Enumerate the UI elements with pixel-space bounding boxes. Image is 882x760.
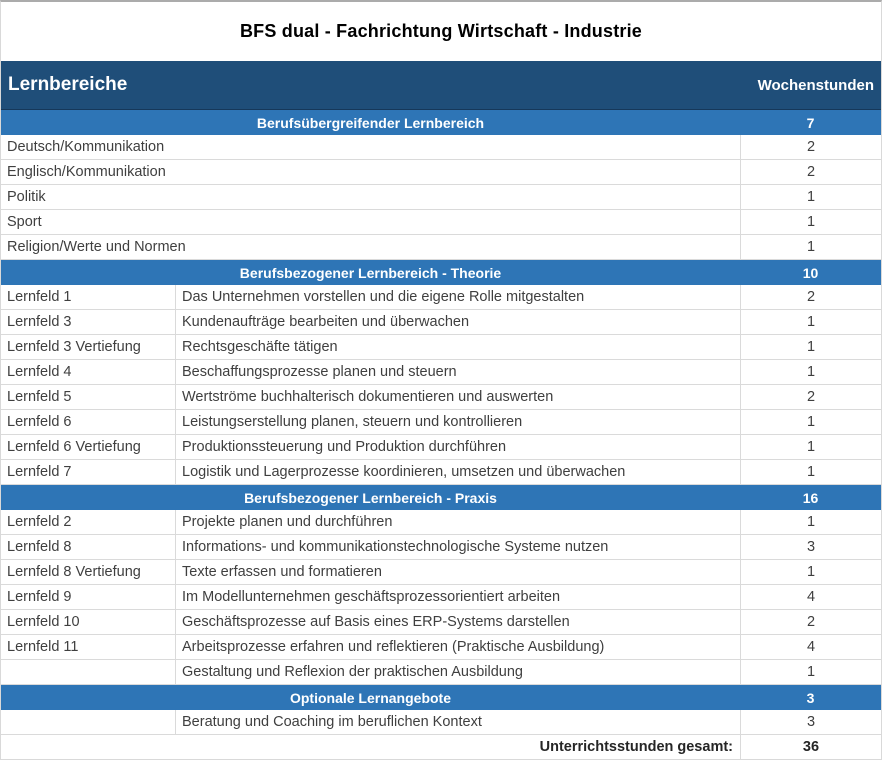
subject-cell: Logistik und Lagerprozesse koordinieren, umsetzen und überwachen bbox=[182, 464, 626, 480]
hours-cell: 1 bbox=[740, 660, 881, 684]
section-band-berufsuebergreifend bbox=[1, 110, 881, 135]
section-band-theorie bbox=[1, 260, 881, 285]
hours-cell: 1 bbox=[740, 510, 881, 534]
table-row bbox=[1, 360, 881, 385]
table-row bbox=[1, 560, 881, 585]
subject-cell: Rechtsgeschäfte tätigen bbox=[182, 339, 338, 355]
lernfeld-cell: Lernfeld 7 bbox=[1, 460, 176, 484]
subject-cell: Englisch/Kommunikation bbox=[7, 164, 166, 180]
table-row bbox=[1, 410, 881, 435]
subject-cell: Arbeitsprozesse erfahren und reflektieren (Praktische Ausbildung) bbox=[182, 639, 605, 655]
hours-cell: 1 bbox=[740, 235, 881, 259]
table-row bbox=[1, 610, 881, 635]
section-title: Berufsbezogener Lernbereich - Praxis bbox=[244, 489, 497, 506]
subject-cell: Politik bbox=[7, 189, 46, 205]
hours-cell: 1 bbox=[740, 185, 881, 209]
subject-cell: Projekte planen und durchführen bbox=[182, 514, 393, 530]
lernfeld-cell: Lernfeld 5 bbox=[1, 385, 176, 409]
lernfeld-cell: Lernfeld 9 bbox=[1, 585, 176, 609]
lernfeld-cell bbox=[1, 710, 176, 734]
table-header bbox=[1, 61, 881, 110]
hours-cell: 1 bbox=[740, 335, 881, 359]
subject-cell: Religion/Werte und Normen bbox=[7, 239, 186, 255]
hours-cell: 2 bbox=[740, 610, 881, 634]
column-header-lernbereiche: Lernbereiche bbox=[8, 74, 128, 95]
table-row bbox=[1, 135, 881, 160]
lernfeld-cell: Lernfeld 4 bbox=[1, 360, 176, 384]
hours-cell: 4 bbox=[740, 585, 881, 609]
subject-cell: Informations- und kommunikationstechnologische Systeme nutzen bbox=[182, 539, 609, 555]
table-row bbox=[1, 660, 881, 685]
table-row bbox=[1, 185, 881, 210]
section-hours: 16 bbox=[802, 489, 819, 506]
subject-cell: Im Modellunternehmen geschäftsprozessorientiert arbeiten bbox=[182, 589, 561, 605]
subject-cell: Beratung und Coaching im beruflichen Kontext bbox=[182, 714, 482, 730]
hours-cell: 2 bbox=[740, 135, 881, 159]
lernfeld-cell: Lernfeld 3 Vertiefung bbox=[1, 335, 176, 359]
lernfeld-cell: Lernfeld 8 bbox=[1, 535, 176, 559]
lernfeld-cell: Lernfeld 6 Vertiefung bbox=[1, 435, 176, 459]
hours-cell: 2 bbox=[740, 385, 881, 409]
hours-cell: 4 bbox=[740, 635, 881, 659]
table-row bbox=[1, 210, 881, 235]
section-hours: 7 bbox=[806, 114, 815, 131]
lernfeld-cell: Lernfeld 3 bbox=[1, 310, 176, 334]
table-row bbox=[1, 235, 881, 260]
table-row bbox=[1, 510, 881, 535]
column-header-wochenstunden: Wochenstunden bbox=[757, 76, 874, 94]
total-label: Unterrichtsstunden gesamt: bbox=[539, 739, 733, 755]
lernfeld-cell: Lernfeld 1 bbox=[1, 285, 176, 309]
subject-cell: Geschäftsprozesse auf Basis eines ERP-Systems darstellen bbox=[182, 614, 570, 630]
subject-cell: Wertströme buchhalterisch dokumentieren und auswerten bbox=[182, 389, 554, 405]
hours-cell: 1 bbox=[740, 460, 881, 484]
section-title: Optionale Lernangebote bbox=[289, 689, 451, 706]
section-title: Berufsübergreifender Lernbereich bbox=[256, 114, 485, 131]
section-band-praxis bbox=[1, 485, 881, 510]
subject-cell: Leistungserstellung planen, steuern und kontrollieren bbox=[182, 414, 523, 430]
hours-cell: 1 bbox=[740, 410, 881, 434]
subject-cell: Das Unternehmen vorstellen und die eigene Rolle mitgestalten bbox=[182, 289, 585, 305]
subject-cell: Deutsch/Kommunikation bbox=[7, 139, 165, 155]
hours-cell: 1 bbox=[740, 360, 881, 384]
table-row bbox=[1, 435, 881, 460]
table-row bbox=[1, 635, 881, 660]
table-row bbox=[1, 385, 881, 410]
hours-cell: 3 bbox=[740, 535, 881, 559]
hours-cell: 2 bbox=[740, 160, 881, 184]
total-row bbox=[1, 735, 881, 760]
subject-cell: Produktionssteuerung und Produktion durchführen bbox=[182, 439, 507, 455]
section-hours: 10 bbox=[802, 264, 819, 281]
lernfeld-cell: Lernfeld 11 bbox=[1, 635, 176, 659]
lernfeld-cell: Lernfeld 8 Vertiefung bbox=[1, 560, 176, 584]
page-title: BFS dual - Fachrichtung Wirtschaft - Industrie bbox=[239, 21, 643, 41]
section-title: Berufsbezogener Lernbereich - Theorie bbox=[239, 264, 502, 281]
lernfeld-cell: Lernfeld 2 bbox=[1, 510, 176, 534]
table-row bbox=[1, 285, 881, 310]
table-row bbox=[1, 310, 881, 335]
hours-cell: 2 bbox=[740, 285, 881, 309]
section-band-optional bbox=[1, 685, 881, 710]
subject-cell: Texte erfassen und formatieren bbox=[182, 564, 382, 580]
lernfeld-cell bbox=[1, 660, 176, 684]
hours-cell: 1 bbox=[740, 310, 881, 334]
subject-cell: Beschaffungsprozesse planen und steuern bbox=[182, 364, 457, 380]
subject-cell: Sport bbox=[7, 214, 42, 230]
hours-cell: 1 bbox=[740, 435, 881, 459]
lernfeld-cell: Lernfeld 6 bbox=[1, 410, 176, 434]
table-row bbox=[1, 335, 881, 360]
hours-cell: 1 bbox=[740, 560, 881, 584]
hours-cell: 1 bbox=[740, 210, 881, 234]
section-hours: 3 bbox=[806, 689, 815, 706]
table-row bbox=[1, 460, 881, 485]
table-row bbox=[1, 535, 881, 560]
table-row bbox=[1, 710, 881, 735]
total-hours: 36 bbox=[740, 735, 881, 759]
lernfeld-cell: Lernfeld 10 bbox=[1, 610, 176, 634]
table-row bbox=[1, 160, 881, 185]
subject-cell: Kundenaufträge bearbeiten und überwachen bbox=[182, 314, 470, 330]
table-row bbox=[1, 585, 881, 610]
subject-cell: Gestaltung und Reflexion der praktischen Ausbildung bbox=[182, 664, 523, 680]
hours-cell: 3 bbox=[740, 710, 881, 734]
